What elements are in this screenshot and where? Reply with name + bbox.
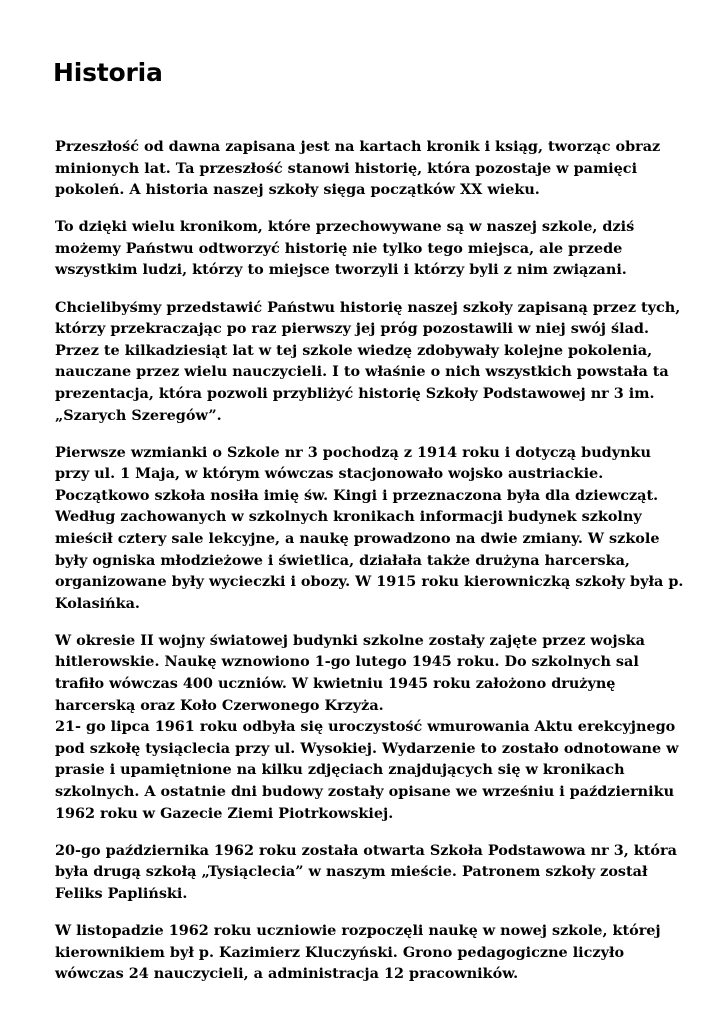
- page-title: Historia: [53, 58, 163, 87]
- document-body: [55, 136, 684, 1000]
- text-line: Pierwsze wzmianki o Szkole nr 3 pochodzą z 1914 roku i dotyczą budynku: [55, 443, 651, 461]
- text-line: nauczane przez wielu nauczycieli. I to właśnie o nich wszystkich powstała ta: [55, 363, 669, 381]
- text-line: mieścił cztery sale lekcyjne, a naukę prowadzono na dwie zmiany. W szkole: [55, 530, 660, 547]
- text-line: wówczas 24 nauczycieli, a administracja 12 pracowników.: [55, 965, 519, 983]
- text-line: przy ul. 1 Maja, w którym wówczas stacjonowało wojsko austriackie.: [55, 465, 604, 483]
- text-line: trafiło wówczas 400 uczniów. W kwietniu 1945 roku założono drużynę: [55, 675, 616, 693]
- text-line: Przez te kilkadziesiąt lat w tej szkole wiedzę zdobywały kolejne pokolenia,: [55, 341, 653, 359]
- text-line: „Szarych Szeregów”.: [55, 406, 222, 424]
- text-line: szkolnych. A ostatnie dni budowy zostały opisane we wrześniu i październiku: [55, 783, 675, 801]
- text-line: Chcielibyśmy przedstawić Państwu historię naszej szkoły zapisaną przez tych,: [55, 298, 681, 316]
- paragraph-1: [55, 136, 675, 201]
- text-line: którzy przekraczając po raz pierwszy jej próg pozostawili w niej swój ślad.: [55, 320, 649, 338]
- text-line: prezentacja, która pozwoli przybliżyć historię Szkoły Podstawowej nr 3 im.: [55, 384, 655, 402]
- text-line: Początkowo szkoła nosiła imię św. Kingi i przeznaczona była dla dziewcząt.: [55, 486, 659, 504]
- text-line: pod szkołę tysiąclecia przy ul. Wysokiej. Wydarzenie to zostało odnotowane w: [55, 739, 679, 757]
- text-line: kierownikiem był p. Kazimierz Kluczyński. Grono pedagogiczne liczyło: [55, 943, 625, 961]
- text-line: 1962 roku w Gazecie Ziemi Piotrkowskiej.: [55, 804, 394, 822]
- text-line: pokoleń. A historia naszej szkoły sięga początków XX wieku.: [55, 181, 540, 199]
- text-line: W listopadzie 1962 roku uczniowie rozpoczęli naukę w nowej szkole, której: [55, 922, 661, 939]
- text-line: Według zachowanych w szkolnych kronikach informacji budynek szkolny: [55, 508, 642, 526]
- text-line: harcerską oraz Koło Czerwonego Krzyża.: [55, 696, 384, 714]
- text-line: organizowane były wycieczki i obozy. W 1915 roku kierowniczką szkoły była p.: [55, 573, 684, 591]
- text-line: była drugą szkołą „Tysiąclecia” w naszym mieście. Patronem szkoły został: [55, 863, 648, 881]
- paragraph-5: [55, 630, 679, 824]
- paragraph-7: [55, 920, 675, 985]
- text-line: 21- go lipca 1961 roku odbyła się uroczystość wmurowania Aktu erekcyjnego: [55, 718, 676, 736]
- text-line: Feliks Papliński.: [55, 884, 188, 902]
- paragraph-4: [55, 442, 684, 615]
- text-line: prasie i upamiętnione na kilku zdjęciach znajdujących się w kronikach: [55, 761, 625, 779]
- text-line: Przeszłość od dawna zapisana jest na kartach kronik i ksiąg, tworząc obraz: [55, 138, 661, 155]
- text-line: To dzięki wielu kronikom, które przechowywane są w naszej szkole, dziś: [55, 218, 635, 236]
- text-line: hitlerowskie. Naukę wznowiono 1-go lutego 1945 roku. Do szkolnych sal: [55, 653, 639, 671]
- text-line: minionych lat. Ta przeszłość stanowi historię, która pozostaje w pamięci: [55, 159, 638, 177]
- text-line: Kolasińka.: [55, 594, 140, 612]
- text-line: były ogniska młodzieżowe i świetlica, działała także drużyna harcerska,: [55, 551, 630, 569]
- text-line: wszystkim ludzi, którzy to miejsce tworzyli i którzy byli z nim związani.: [55, 261, 627, 279]
- paragraph-3: [55, 297, 681, 427]
- paragraph-6: [55, 840, 675, 905]
- text-line: W okresie II wojny światowej budynki szkolne zostały zajęte przez wojska: [55, 631, 645, 649]
- text-line: możemy Państwu odtworzyć historię nie tylko tego miejsca, ale przede: [55, 239, 623, 257]
- text-line: 20-go października 1962 roku została otwarta Szkoła Podstawowa nr 3, która: [55, 841, 677, 859]
- paragraph-2: [55, 216, 675, 281]
